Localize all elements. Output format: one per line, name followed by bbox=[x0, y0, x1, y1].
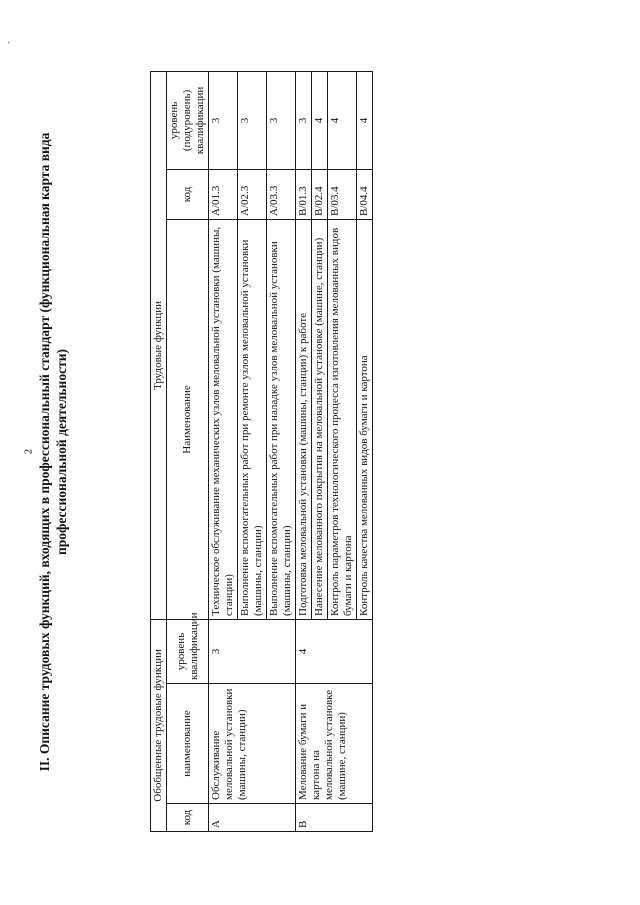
function-name: Контроль качества мелованных видов бумаги и картона bbox=[357, 219, 373, 619]
function-level: 4 bbox=[312, 71, 328, 169]
header-code-2: код bbox=[167, 169, 209, 219]
header-row-2 bbox=[167, 71, 209, 831]
page-title bbox=[36, 62, 70, 842]
function-code: B/03.4 bbox=[328, 169, 357, 219]
header-name-lower: наименование bbox=[167, 684, 209, 804]
function-level: 4 bbox=[328, 71, 357, 169]
title-line-2: профессиональной деятельности) bbox=[54, 349, 69, 555]
group-level-a: 3 bbox=[209, 619, 296, 683]
group-level-b: 4 bbox=[296, 619, 373, 683]
function-code: B/04.4 bbox=[357, 169, 373, 219]
header-qual-level: уровень квалификации bbox=[167, 619, 209, 683]
function-level: 4 bbox=[357, 71, 373, 169]
function-name: Выполнение вспомогательных работ при наладке узлов меловальной установки (машины, станции) bbox=[267, 219, 296, 619]
group-name-a: Обслуживание меловальной установки (машины, станции) bbox=[209, 684, 296, 804]
function-code: A/02.3 bbox=[238, 169, 267, 219]
header-generalized: Обобщенные трудовые функции bbox=[151, 619, 167, 831]
function-name: Техническое обслуживание механических узлов меловальной установки (машины, станции) bbox=[209, 219, 238, 619]
group-code-a: A bbox=[209, 804, 296, 832]
title-line-1: II. Описание трудовых функций, входящих в профессиональный стандарт (функциональная карта вида bbox=[37, 132, 52, 772]
function-level: 3 bbox=[296, 71, 312, 169]
function-name: Нанесение мелованного покрытия на меловальной установке (машине, станции) bbox=[312, 219, 328, 619]
function-code: A/03.3 bbox=[267, 169, 296, 219]
function-code: B/02.4 bbox=[312, 169, 328, 219]
table-row bbox=[296, 71, 312, 831]
function-name: Выполнение вспомогательных работ при ремонте узлов меловальной установки (машины, станции) bbox=[238, 219, 267, 619]
header-labor-functions: Трудовые функции bbox=[151, 71, 167, 619]
page-number: 2 bbox=[23, 449, 35, 454]
function-code: B/01.3 bbox=[296, 169, 312, 219]
header-row-1 bbox=[151, 71, 167, 831]
function-code: A/01.3 bbox=[209, 169, 238, 219]
function-level: 3 bbox=[209, 71, 238, 169]
functional-map-table bbox=[150, 71, 373, 832]
scan-artifact: ' bbox=[8, 40, 10, 50]
function-level: 3 bbox=[238, 71, 267, 169]
function-name: Контроль параметров технологического процесса изготовления мелованных видов бумаги и картона bbox=[328, 219, 357, 619]
function-name: Подготовка меловальной установки (машины, станции) к работе bbox=[296, 219, 312, 619]
rotated-content bbox=[30, 62, 610, 842]
header-code: код bbox=[167, 804, 209, 832]
header-qual-sublevel: уровень (подуровень) квалификации bbox=[167, 71, 209, 169]
function-level: 3 bbox=[267, 71, 296, 169]
table-row bbox=[209, 71, 238, 831]
group-name-b: Мелование бумаги и картона на меловальной установке (машине, станции) bbox=[296, 684, 373, 804]
group-code-b: B bbox=[296, 804, 373, 832]
header-name-title: Наименование bbox=[167, 219, 209, 619]
